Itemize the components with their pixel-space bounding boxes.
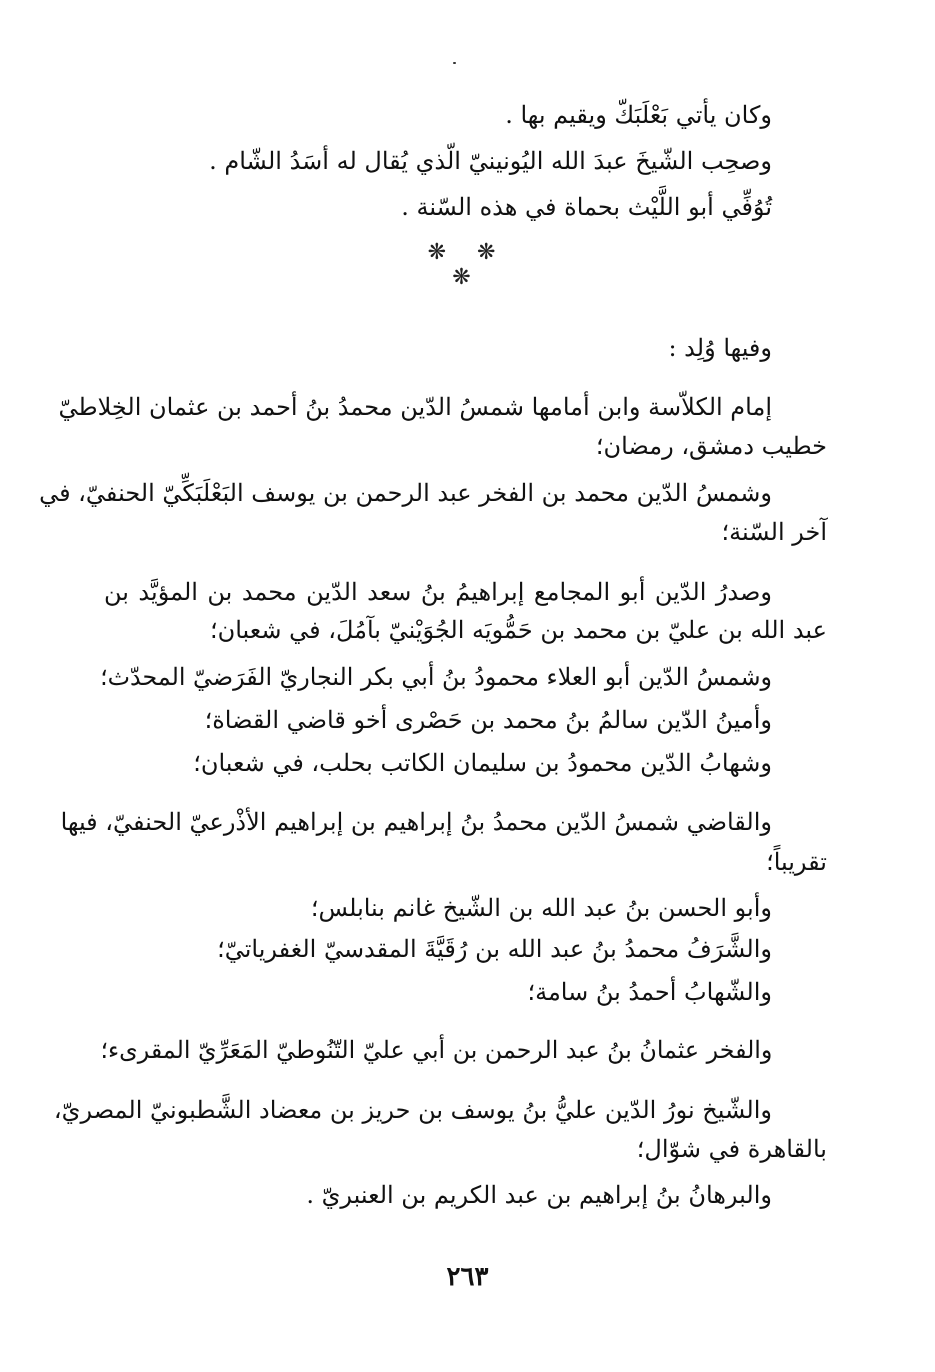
entry-6: وشهابُ الدّين محمودُ بن سليمان الكاتب بحلب، في شعبان؛: [193, 749, 772, 777]
entry-2-line-2: آخر السّنة؛: [721, 518, 827, 546]
entry-7-line-2: تقريباً؛: [766, 848, 827, 876]
page-number: ٢٦٣: [446, 1262, 489, 1292]
entry-10: والشّهابُ أحمدُ بنُ سامة؛: [527, 978, 772, 1006]
entry-7-line-1: والقاضي شمسُ الدّين محمدُ بنُ إبراهيم بن إبراهيم الأذْرعيّ الحنفيّ، فيها: [60, 808, 772, 836]
entry-9: والشَّرَفُ محمدُ بنُ عبد الله بن رُقَيَّةَ المقدسيّ الغفرياتيّ؛: [217, 935, 772, 963]
entry-13: والبرهانُ بنُ إبراهيم بن عبد الكريم بن العنبريّ .: [306, 1181, 772, 1209]
entry-5: وأمينُ الدّين سالمُ بنُ محمد بن حَصْرى أخو قاضي القضاة؛: [204, 706, 772, 734]
entry-4: وشمسُ الدّين أبو العلاء محمودُ بنُ أبي بكر النجاريّ الفَرَضيّ المحدّث؛: [100, 663, 772, 691]
entry-3-line-1: وصدرُ الدّين أبو المجامع إبراهيمُ بنُ سعد الدّين محمد بن المؤيَّد بن: [104, 578, 772, 606]
intro-line-2: وصحِب الشّيخَ عبدَ الله اليُونينيّ الّذي يُقال له أسَدُ الشّام .: [209, 147, 772, 175]
entry-12-line-1: والشّيخ نورُ الدّين عليُّ بنُ يوسف بن حريز بن معضاد الشَّطبونيّ المصريّ،: [53, 1096, 772, 1124]
entry-12-line-2: بالقاهرة في شوّال؛: [636, 1135, 827, 1163]
entry-1-line-2: خطيب دمشق، رمضان؛: [595, 432, 827, 460]
entry-8: وأبو الحسن بنُ عبد الله بن الشّيخ غانم بنابلس؛: [310, 894, 772, 922]
page-speck: [453, 62, 456, 64]
intro-line-1: وكان يأتي بَعْلَبَكّ ويقيم بها .: [505, 101, 772, 129]
births-heading: وفيها وُلِد :: [668, 334, 772, 362]
section-separator: ❋ ❋ ❋: [427, 240, 508, 290]
entry-2-line-1: وشمسُ الدّين محمد بن الفخر عبد الرحمن بن يوسف البَعْلَبَكِّيّ الحنفيّ، في: [39, 479, 772, 507]
intro-line-3: تُوُفِّي أبو اللَّيْث بحماة في هذه السّنة .: [401, 193, 772, 221]
entry-11: والفخر عثمانُ بنُ عبد الرحمن بن أبي عليّ التّنُوطيّ المَعَرِّيّ المقرىء؛: [100, 1036, 772, 1064]
entry-3-line-2: عبد الله بن عليّ بن محمد بن حَمُّويَه الجُوَيْنيّ بآمُلَ، في شعبان؛: [209, 616, 827, 644]
entry-1-line-1: إمام الكلاّسة وابن أمامها شمسُ الدّين محمدُ بنُ أحمد بن عثمان الخِلاطيّ: [58, 393, 772, 421]
